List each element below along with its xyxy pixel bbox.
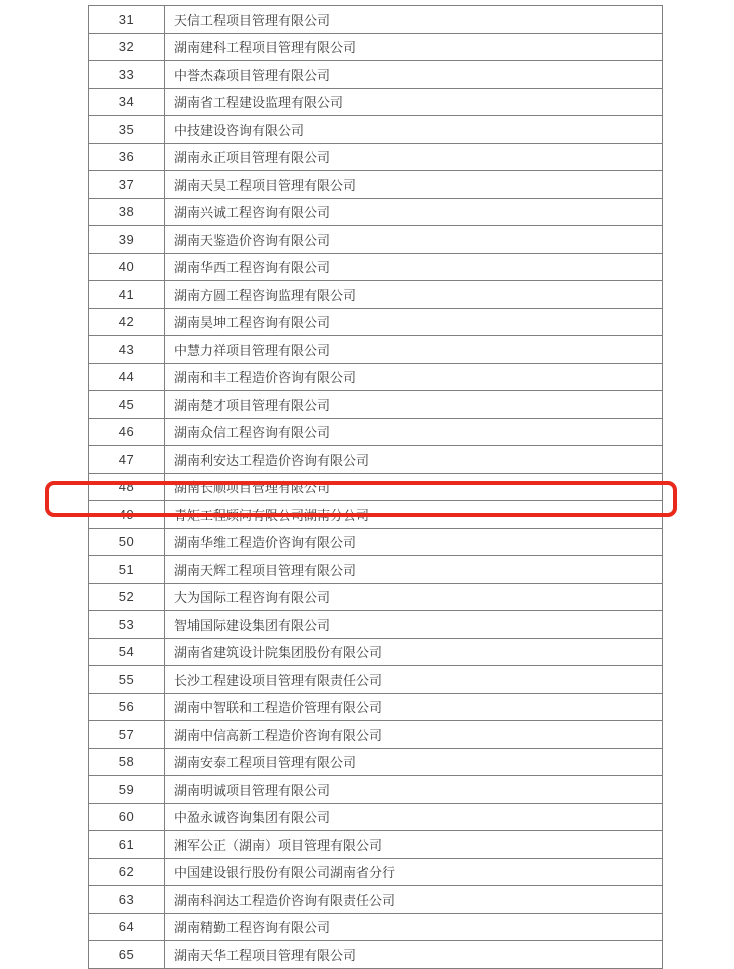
- table-row: [89, 363, 663, 391]
- company-name: 湘军公正（湖南）项目管理有限公司: [165, 831, 663, 859]
- table-row: [89, 803, 663, 831]
- table-row: [89, 308, 663, 336]
- row-number: 43: [89, 336, 165, 364]
- company-name: 湖南方圆工程咨询监理有限公司: [165, 281, 663, 309]
- row-number: 36: [89, 143, 165, 171]
- company-name: 中誉杰森项目管理有限公司: [165, 61, 663, 89]
- company-name: 中盈永诚咨询集团有限公司: [165, 803, 663, 831]
- company-name: 湖南天辉工程项目管理有限公司: [165, 556, 663, 584]
- row-number: 58: [89, 748, 165, 776]
- company-name: 湖南众信工程咨询有限公司: [165, 418, 663, 446]
- row-number: 45: [89, 391, 165, 419]
- company-name: 湖南精勤工程咨询有限公司: [165, 913, 663, 941]
- table-row: [89, 611, 663, 639]
- table-row: [89, 638, 663, 666]
- company-name: 大为国际工程咨询有限公司: [165, 583, 663, 611]
- table-row: [89, 198, 663, 226]
- table-row: [89, 913, 663, 941]
- row-number: 46: [89, 418, 165, 446]
- row-number: 59: [89, 776, 165, 804]
- table-row: [89, 116, 663, 144]
- table-row: [89, 941, 663, 969]
- row-number: 40: [89, 253, 165, 281]
- row-number: 62: [89, 858, 165, 886]
- row-number: 57: [89, 721, 165, 749]
- table-row: [89, 33, 663, 61]
- row-number: 55: [89, 666, 165, 694]
- company-name: 湖南天华工程项目管理有限公司: [165, 941, 663, 969]
- company-name: 湖南永正项目管理有限公司: [165, 143, 663, 171]
- table-row: [89, 6, 663, 34]
- row-number: 60: [89, 803, 165, 831]
- company-name: 湖南昊坤工程咨询有限公司: [165, 308, 663, 336]
- company-name: 湖南华维工程造价咨询有限公司: [165, 528, 663, 556]
- company-name: 湖南中智联和工程造价管理有限公司: [165, 693, 663, 721]
- company-name: 湖南楚才项目管理有限公司: [165, 391, 663, 419]
- company-name: 青矩工程顾问有限公司湖南分公司: [165, 501, 663, 529]
- row-number: 41: [89, 281, 165, 309]
- company-name: 湖南和丰工程造价咨询有限公司: [165, 363, 663, 391]
- company-table-body: [89, 6, 663, 969]
- company-name: 湖南天昊工程项目管理有限公司: [165, 171, 663, 199]
- company-name: 中国建设银行股份有限公司湖南省分行: [165, 858, 663, 886]
- row-number: 37: [89, 171, 165, 199]
- table-row: [89, 253, 663, 281]
- table-row: [89, 693, 663, 721]
- table-row: [89, 721, 663, 749]
- row-number: 49: [89, 501, 165, 529]
- row-number: 56: [89, 693, 165, 721]
- table-row: [89, 143, 663, 171]
- company-name: 湖南科润达工程造价咨询有限责任公司: [165, 886, 663, 914]
- row-number: 50: [89, 528, 165, 556]
- company-name: 湖南明诚项目管理有限公司: [165, 776, 663, 804]
- company-name: 中技建设咨询有限公司: [165, 116, 663, 144]
- table-row: [89, 528, 663, 556]
- table-row: [89, 171, 663, 199]
- row-number: 32: [89, 33, 165, 61]
- table-row: [89, 501, 663, 529]
- table-row: [89, 776, 663, 804]
- company-name: 湖南兴诚工程咨询有限公司: [165, 198, 663, 226]
- table-row: [89, 473, 663, 501]
- row-number: 63: [89, 886, 165, 914]
- company-name: 长沙工程建设项目管理有限责任公司: [165, 666, 663, 694]
- row-number: 61: [89, 831, 165, 859]
- table-row: [89, 583, 663, 611]
- row-number: 33: [89, 61, 165, 89]
- table-row: [89, 748, 663, 776]
- table-row: [89, 88, 663, 116]
- row-number: 38: [89, 198, 165, 226]
- row-number: 47: [89, 446, 165, 474]
- row-number: 42: [89, 308, 165, 336]
- row-number: 65: [89, 941, 165, 969]
- row-number: 51: [89, 556, 165, 584]
- table-row: [89, 556, 663, 584]
- company-name: 湖南建科工程项目管理有限公司: [165, 33, 663, 61]
- row-number: 64: [89, 913, 165, 941]
- table-row: [89, 418, 663, 446]
- row-number: 53: [89, 611, 165, 639]
- row-number: 52: [89, 583, 165, 611]
- table-row: [89, 858, 663, 886]
- row-number: 48: [89, 473, 165, 501]
- row-number: 54: [89, 638, 165, 666]
- company-name: 湖南省建筑设计院集团股份有限公司: [165, 638, 663, 666]
- table-row: [89, 61, 663, 89]
- table-row: [89, 391, 663, 419]
- row-number: 34: [89, 88, 165, 116]
- company-name: 湖南天鉴造价咨询有限公司: [165, 226, 663, 254]
- table-row: [89, 336, 663, 364]
- row-number: 39: [89, 226, 165, 254]
- table-row: [89, 226, 663, 254]
- company-name: 中慧力祥项目管理有限公司: [165, 336, 663, 364]
- company-name: 湖南长顺项目管理有限公司: [165, 473, 663, 501]
- company-name: 智埔国际建设集团有限公司: [165, 611, 663, 639]
- company-name: 湖南省工程建设监理有限公司: [165, 88, 663, 116]
- row-number: 31: [89, 6, 165, 34]
- table-row: [89, 666, 663, 694]
- company-name: 天信工程项目管理有限公司: [165, 6, 663, 34]
- company-name: 湖南安泰工程项目管理有限公司: [165, 748, 663, 776]
- company-table: [88, 5, 663, 969]
- table-row: [89, 446, 663, 474]
- row-number: 44: [89, 363, 165, 391]
- table-row: [89, 886, 663, 914]
- table-row: [89, 281, 663, 309]
- company-name: 湖南利安达工程造价咨询有限公司: [165, 446, 663, 474]
- table-row: [89, 831, 663, 859]
- company-name: 湖南华西工程咨询有限公司: [165, 253, 663, 281]
- company-name: 湖南中信高新工程造价咨询有限公司: [165, 721, 663, 749]
- row-number: 35: [89, 116, 165, 144]
